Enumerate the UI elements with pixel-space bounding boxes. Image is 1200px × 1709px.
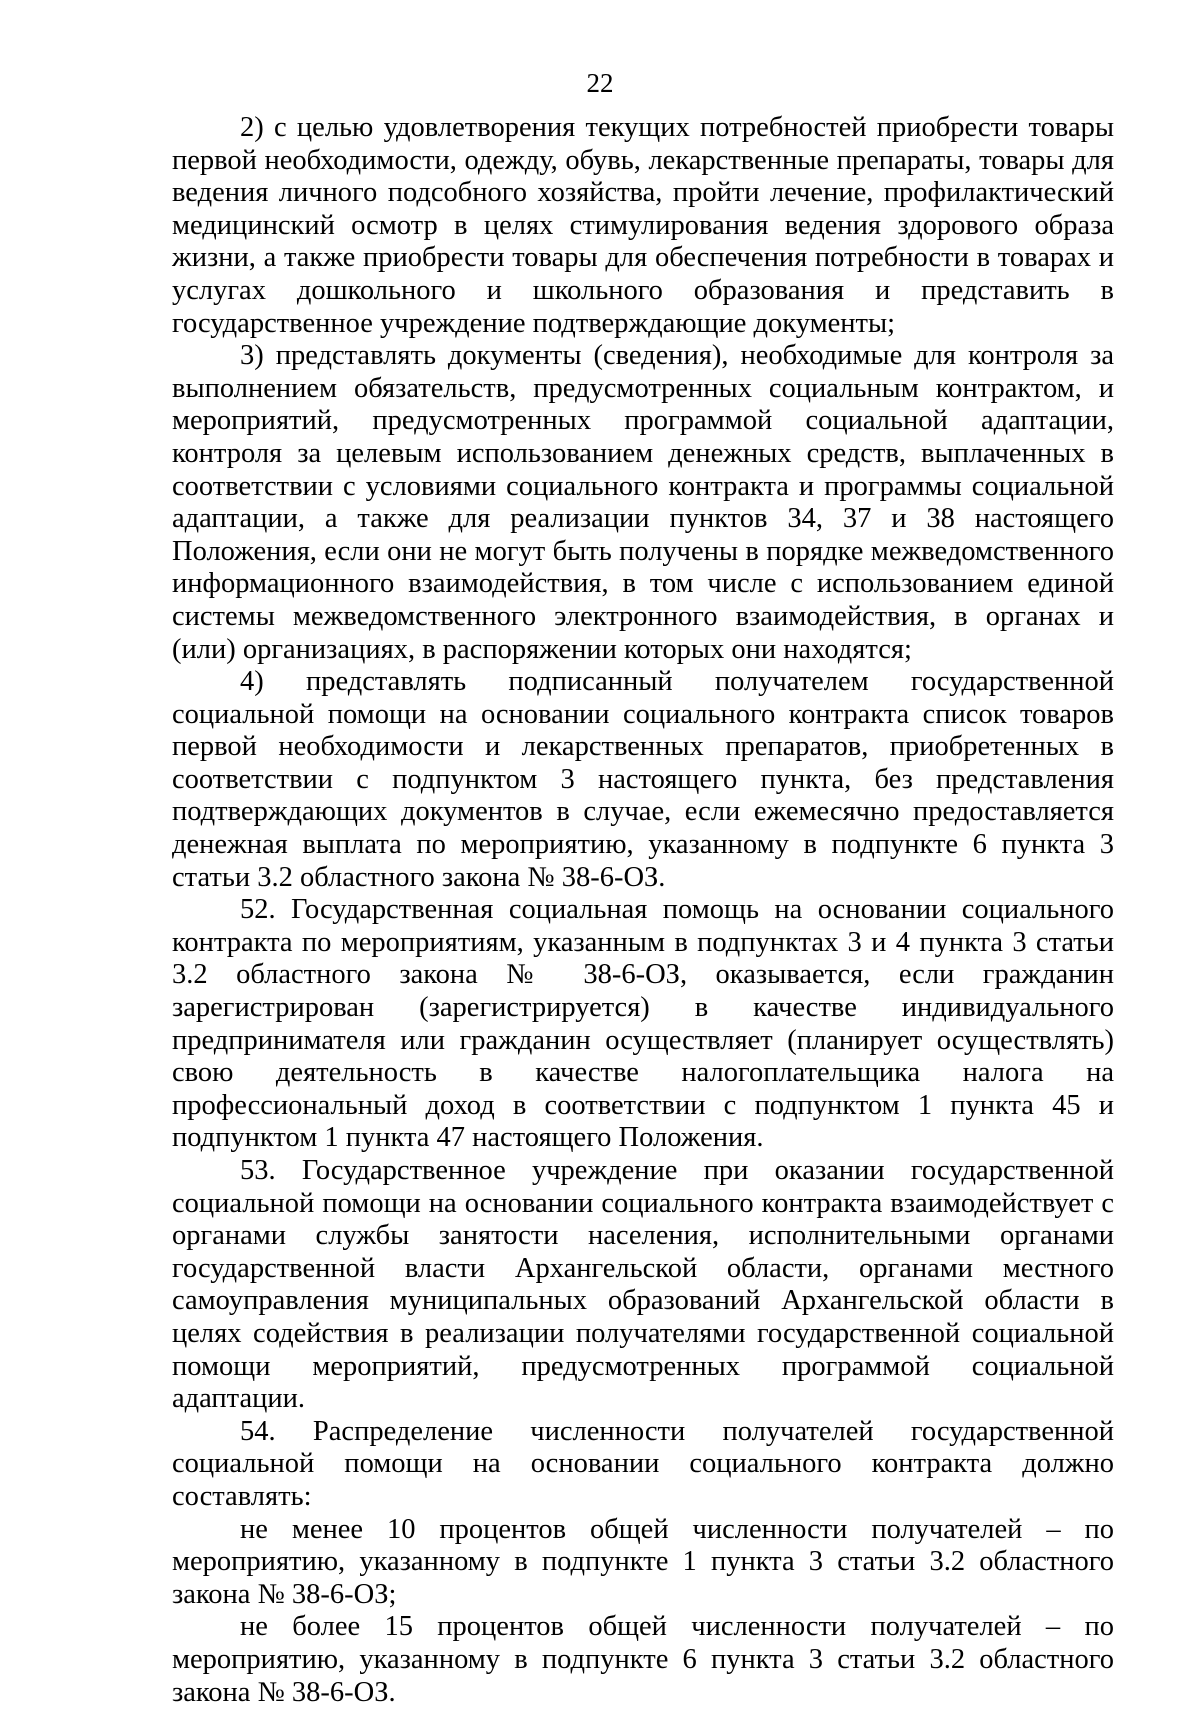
paragraph-item-3: 3) представлять документы (сведения), необходимые для контроля за выполнением обязательств, предусмотренных социальным контрактом, и мероприятий, предусмотренных программой социальной адаптации, контроля за целевым использованием денежных средств, выплаченных в соответствии с условиями социального контракта и программы социальной адаптации, а также для реализации пунктов 34, 37 и 38 настоящего Положения, если они не могут быть получены в порядке межведомственного информационного взаимодействия, в том числе с использованием единой системы межведомственного электронного взаимодействия, в органах и (или) организациях, в распоряжении которых они находятся; bbox=[172, 340, 1114, 665]
paragraph-clause-54-max-share: не более 15 процентов общей численности получателей – по мероприятию, указанному в подпункте 6 пункта 3 статьи 3.2 областного закона № 38-6-ОЗ. bbox=[172, 1611, 1114, 1708]
paragraph-clause-52: 52. Государственная социальная помощь на основании социального контракта по мероприятиям, указанным в подпунктах 3 и 4 пункта 3 статьи 3.2 областного закона № 38-6-ОЗ, оказывается, если гражданин зарегистрирован (зарегистрируется) в качестве индивидуального предпринимателя или гражданин осуществляет (планирует осуществлять) свою деятельность в качестве налогоплательщика налога на профессиональный доход в соответствии с подпунктом 1 пункта 45 и подпунктом 1 пункта 47 настоящего Положения. bbox=[172, 894, 1114, 1154]
document-body bbox=[172, 112, 1114, 1709]
paragraph-clause-54: 54. Распределение численности получателей государственной социальной помощи на основании социального контракта должно составлять: bbox=[172, 1415, 1114, 1512]
page-number: 22 bbox=[586, 68, 614, 98]
paragraph-item-4: 4) представлять подписанный получателем государственной социальной помощи на основании социального контракта список товаров первой необходимости и лекарственных препаратов, приобретенных в соответствии с подпунктом 3 настоящего пункта, без представления подтверждающих документов в случае, если ежемесячно предоставляется денежная выплата по мероприятию, указанному в подпункте 6 пункта 3 статьи 3.2 областного закона № 38-6-ОЗ. bbox=[172, 666, 1114, 893]
paragraph-item-2: 2) с целью удовлетворения текущих потребностей приобрести товары первой необходимости, одежду, обувь, лекарственные препараты, товары для ведения личного подсобного хозяйства, пройти лечение, профилактический медицинский осмотр в целях стимулирования ведения здорового образа жизни, а также приобрести товары для обеспечения потребности в товарах и услугах дошкольного и школьного образования и представить в государственное учреждение подтверждающие документы; bbox=[172, 112, 1114, 339]
paragraph-clause-54-min-share: не менее 10 процентов общей численности получателей – по мероприятию, указанному в подпункте 1 пункта 3 статьи 3.2 областного закона № 38-6-ОЗ; bbox=[172, 1513, 1114, 1610]
paragraph-clause-53: 53. Государственное учреждение при оказании государственной социальной помощи на основании социального контракта взаимодействует с органами службы занятости населения, исполнительными органами государственной власти Архангельской области, органами местного самоуправления муниципальных образований Архангельской области в целях содействия в реализации получателями государственной социальной помощи мероприятий, предусмотренных программой социальной адаптации. bbox=[172, 1155, 1114, 1415]
